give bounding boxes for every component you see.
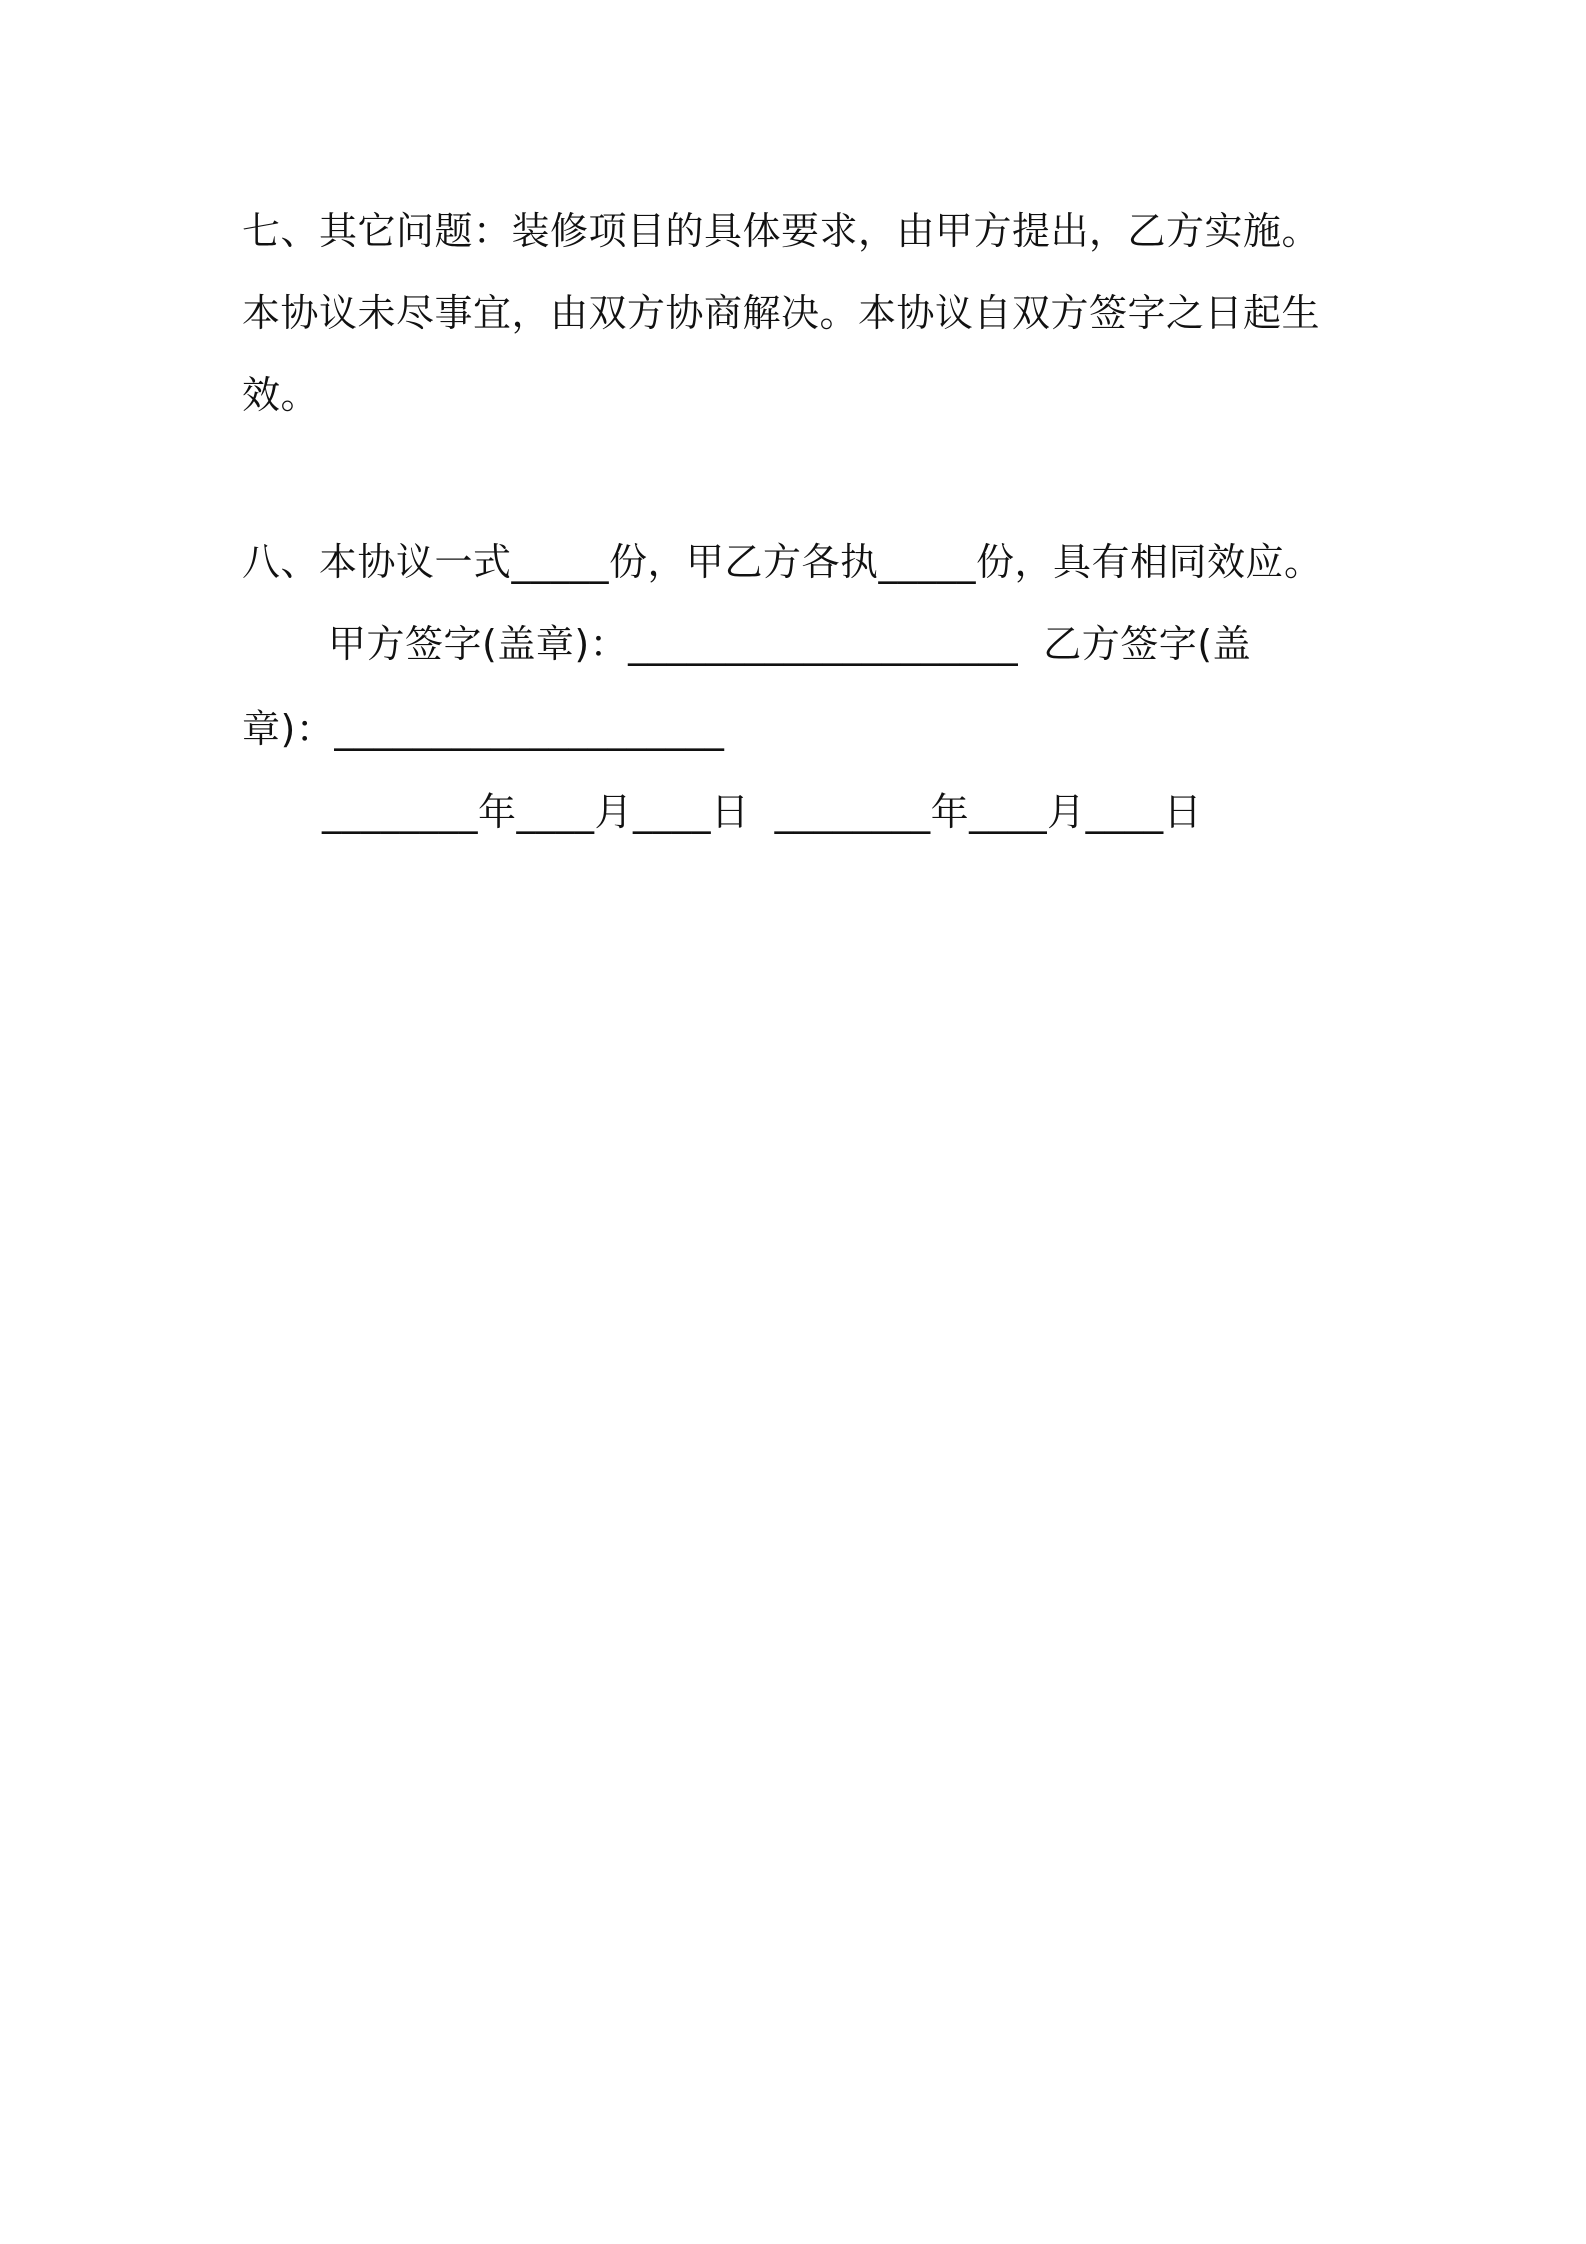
section-7-line-1: 七、其它问题：装修项目的具体要求，由甲方提出，乙方实施。 xyxy=(242,209,1321,253)
section-8-line-1: 八、本协议一式_____份，甲乙方各执_____份，具有相同效应。 xyxy=(242,540,1323,584)
signature-line-2: 章)：____________________ xyxy=(242,707,725,751)
section-7-line-3: 效。 xyxy=(242,373,320,417)
section-7-line-2: 本协议未尽事宜，由双方协商解决。本协议自双方签字之日起生 xyxy=(242,291,1321,335)
date-line: ________年____月____日 ________年____月____日 xyxy=(322,790,1203,834)
signature-line-1: 甲方签字(盖章)：____________________ 乙方签字(盖 xyxy=(328,622,1252,666)
